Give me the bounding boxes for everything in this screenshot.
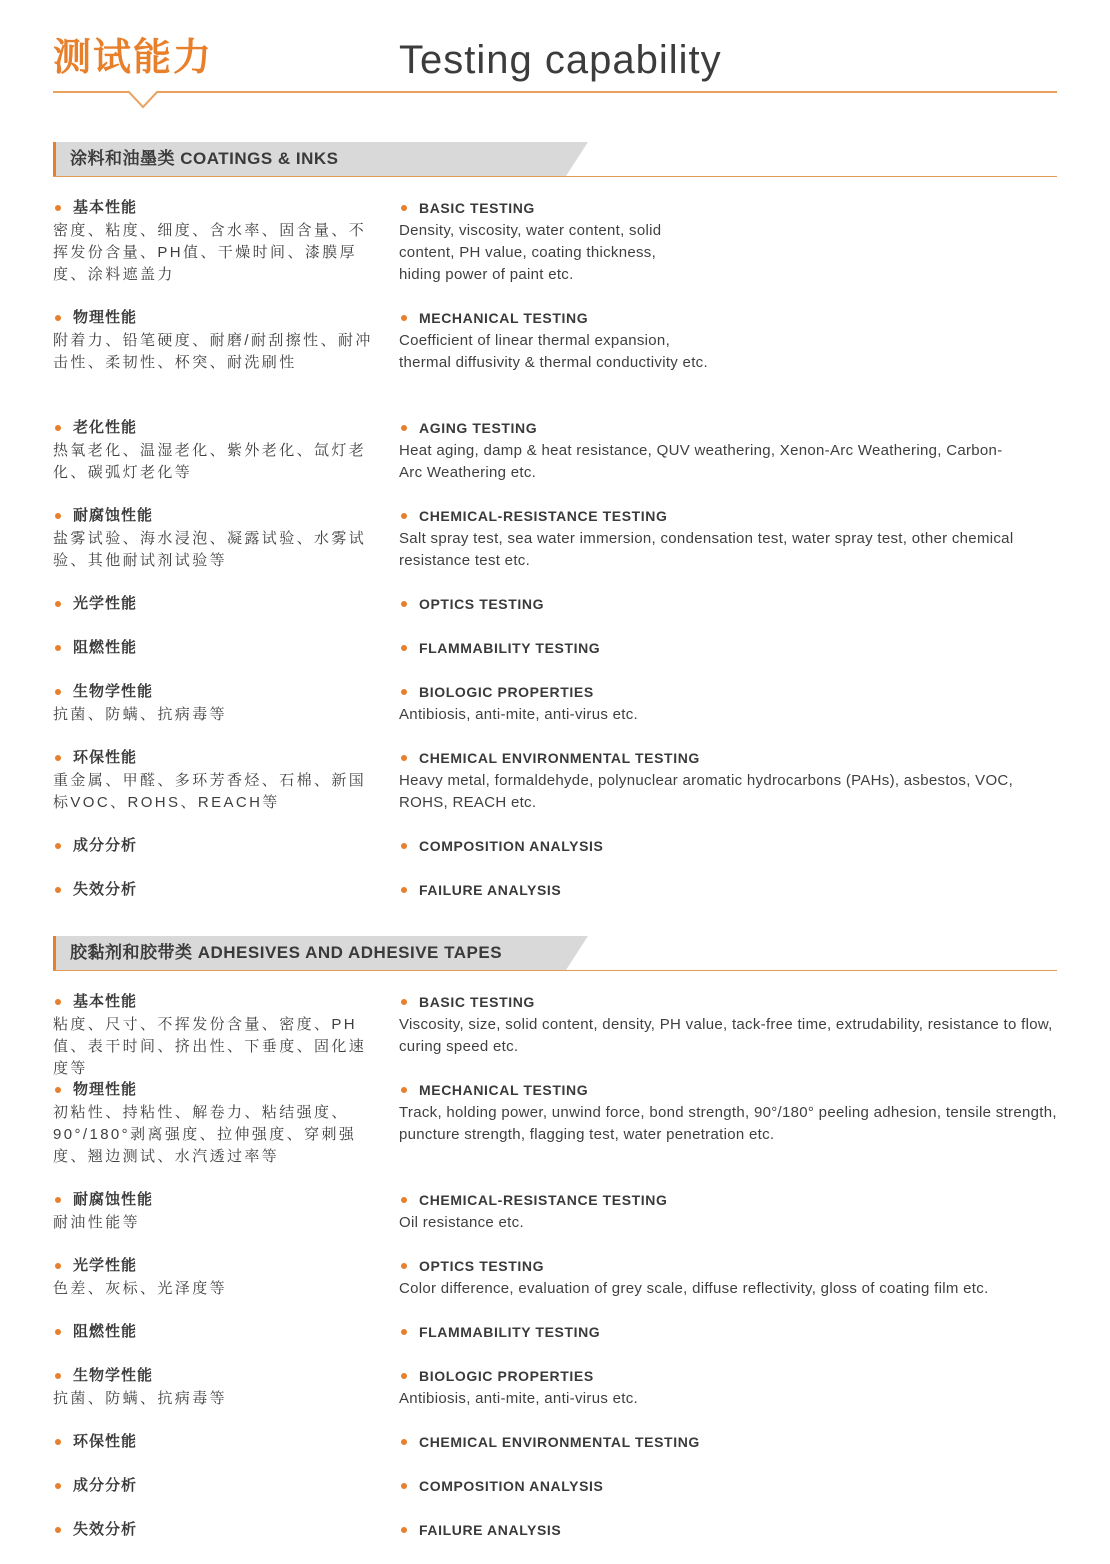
item-title-cn: 失效分析	[73, 1521, 138, 1538]
item-title-cn: 基本性能	[73, 993, 138, 1010]
header-divider	[53, 91, 1057, 93]
bullet-icon	[401, 689, 407, 695]
section-title: 胶黏剂和胶带类 ADHESIVES AND ADHESIVE TAPES	[70, 943, 503, 962]
bullet-icon	[55, 425, 61, 431]
bullet-icon	[55, 645, 61, 651]
item-title-en: CHEMICAL-RESISTANCE TESTING	[419, 1192, 668, 1208]
item-title-en: BASIC TESTING	[419, 200, 535, 216]
item-title-en: FAILURE ANALYSIS	[419, 1522, 562, 1538]
item-desc-en: Color difference, evaluation of grey scale, diffuse reflectivity, gloss of coating film etc.	[399, 1280, 989, 1297]
item-desc-cn: 抗菌、防螨、抗病毒等	[53, 1390, 228, 1407]
bullet-icon	[401, 601, 407, 607]
item-title-cn: 光学性能	[73, 595, 138, 612]
item-desc-en: Density, viscosity, water content, solid content, PH value, coating thickness, hiding power of paint etc.	[399, 222, 662, 283]
bullet-icon	[55, 205, 61, 211]
item-desc-en: Coefficient of linear thermal expansion, thermal diffusivity & thermal conductivity etc.	[399, 332, 708, 371]
item-desc-cn: 初粘性、持粘性、解卷力、粘结强度、90°/180°剥离强度、拉伸强度、穿刺强度、翘边测试、水汽透过率等	[53, 1104, 357, 1165]
item-desc-cn: 附着力、铅笔硬度、耐磨/耐刮擦性、耐冲击性、柔韧性、杯突、耐洗刷性	[53, 332, 373, 371]
item-title-en: FLAMMABILITY TESTING	[419, 1324, 601, 1340]
item-desc-cn: 重金属、甲醛、多环芳香烃、石棉、新国标VOC、ROHS、REACH等	[53, 772, 367, 811]
item-desc-cn: 色差、灰标、光泽度等	[53, 1280, 228, 1297]
item-desc-en: Heat aging, damp & heat resistance, QUV weathering, Xenon-Arc Weathering, Carbon-Arc Weathering etc.	[399, 442, 1003, 481]
bullet-icon	[55, 513, 61, 519]
bullet-icon	[401, 1263, 407, 1269]
item-title-en: CHEMICAL ENVIRONMENTAL TESTING	[419, 1434, 700, 1450]
item-title-en: OPTICS TESTING	[419, 1258, 545, 1274]
bullet-icon	[401, 1373, 407, 1379]
header-notch-marker	[128, 91, 158, 109]
item-desc-cn: 盐雾试验、海水浸泡、凝露试验、水雾试验、其他耐试剂试验等	[53, 530, 367, 569]
item-title-cn: 失效分析	[73, 881, 138, 898]
item-desc-cn: 耐油性能等	[53, 1214, 141, 1231]
item-title-en: BASIC TESTING	[419, 994, 535, 1010]
bullet-icon	[55, 1373, 61, 1379]
bullet-icon	[55, 843, 61, 849]
bullet-icon	[401, 755, 407, 761]
item-title-en: MECHANICAL TESTING	[419, 1082, 589, 1098]
item-desc-en: Oil resistance etc.	[399, 1214, 524, 1231]
item-title-cn: 成分分析	[73, 1477, 138, 1494]
bullet-icon	[55, 999, 61, 1005]
item-desc-en: Track, holding power, unwind force, bond strength, 90°/180° peeling adhesion, tensile strength, puncture strength, flagging test, water penetration etc.	[399, 1104, 1057, 1143]
bullet-icon	[55, 315, 61, 321]
page-title-cn: 测试能力	[53, 37, 214, 79]
bullet-icon	[401, 205, 407, 211]
item-title-cn: 耐腐蚀性能	[73, 507, 154, 524]
item-title-cn: 耐腐蚀性能	[73, 1191, 154, 1208]
bullet-icon	[55, 1439, 61, 1445]
item-title-en: AGING TESTING	[419, 420, 538, 436]
bullet-icon	[55, 1197, 61, 1203]
item-title-cn: 老化性能	[73, 419, 138, 436]
bullet-icon	[401, 1329, 407, 1335]
bullet-icon	[401, 1439, 407, 1445]
item-title-en: COMPOSITION ANALYSIS	[419, 1478, 604, 1494]
section-coatings-inks	[53, 142, 1057, 898]
item-title-cn: 物理性能	[73, 1081, 138, 1098]
item-desc-en: Viscosity, size, solid content, density, PH value, tack-free time, extrudability, resistance to flow, curing speed etc.	[399, 1016, 1053, 1055]
item-desc-en: Antibiosis, anti-mite, anti-virus etc.	[399, 706, 638, 723]
bullet-icon	[55, 1329, 61, 1335]
bullet-icon	[55, 887, 61, 893]
item-title-en: CHEMICAL ENVIRONMENTAL TESTING	[419, 750, 700, 766]
bullet-icon	[401, 645, 407, 651]
item-title-cn: 基本性能	[73, 199, 138, 216]
bullet-icon	[401, 1527, 407, 1533]
bullet-icon	[401, 843, 407, 849]
bullet-icon	[55, 1527, 61, 1533]
section-adhesives-tapes	[53, 936, 1057, 1538]
item-title-cn: 生物学性能	[73, 1367, 154, 1384]
bullet-icon	[55, 1087, 61, 1093]
bullet-icon	[55, 1263, 61, 1269]
item-desc-cn: 粘度、尺寸、不挥发份含量、密度、PH值、表干时间、挤出性、下垂度、固化速度等	[53, 1016, 367, 1077]
item-title-en: CHEMICAL-RESISTANCE TESTING	[419, 508, 668, 524]
bullet-icon	[401, 1087, 407, 1093]
item-desc-en: Heavy metal, formaldehyde, polynuclear aromatic hydrocarbons (PAHs), asbestos, VOC, ROHS, REACH etc.	[399, 772, 1014, 811]
bullet-icon	[401, 425, 407, 431]
item-desc-cn: 热氧老化、温湿老化、紫外老化、氙灯老化、碳弧灯老化等	[53, 442, 367, 481]
bullet-icon	[55, 755, 61, 761]
item-desc-en: Salt spray test, sea water immersion, condensation test, water spray test, other chemical resistance test etc.	[399, 530, 1014, 569]
item-title-en: FLAMMABILITY TESTING	[419, 640, 601, 656]
bullet-icon	[401, 513, 407, 519]
bullet-icon	[401, 999, 407, 1005]
item-title-en: MECHANICAL TESTING	[419, 310, 589, 326]
item-title-en: COMPOSITION ANALYSIS	[419, 838, 604, 854]
bullet-icon	[401, 1483, 407, 1489]
item-title-cn: 环保性能	[73, 1433, 138, 1450]
bullet-icon	[55, 601, 61, 607]
item-title-cn: 成分分析	[73, 837, 138, 854]
item-title-en: FAILURE ANALYSIS	[419, 882, 562, 898]
item-title-cn: 物理性能	[73, 309, 138, 326]
page-title-en: Testing capability	[399, 38, 722, 82]
item-title-en: BIOLOGIC PROPERTIES	[419, 1368, 594, 1384]
section-header	[53, 142, 1057, 177]
section-header	[53, 936, 1057, 971]
bullet-icon	[401, 315, 407, 321]
item-title-cn: 光学性能	[73, 1257, 138, 1274]
bullet-icon	[55, 689, 61, 695]
bullet-icon	[55, 1483, 61, 1489]
item-title-en: OPTICS TESTING	[419, 596, 545, 612]
section-title: 涂料和油墨类 COATINGS & INKS	[70, 149, 339, 168]
item-title-cn: 环保性能	[73, 749, 138, 766]
bullet-icon	[401, 887, 407, 893]
bullet-icon	[401, 1197, 407, 1203]
item-title-en: BIOLOGIC PROPERTIES	[419, 684, 594, 700]
item-title-cn: 生物学性能	[73, 683, 154, 700]
item-title-cn: 阻燃性能	[73, 1323, 138, 1340]
item-title-cn: 阻燃性能	[73, 639, 138, 656]
item-desc-en: Antibiosis, anti-mite, anti-virus etc.	[399, 1390, 638, 1407]
item-desc-cn: 密度、粘度、细度、含水率、固含量、不挥发份含量、PH值、干燥时间、漆膜厚度、涂料遮盖力	[53, 222, 367, 283]
item-desc-cn: 抗菌、防螨、抗病毒等	[53, 706, 228, 723]
